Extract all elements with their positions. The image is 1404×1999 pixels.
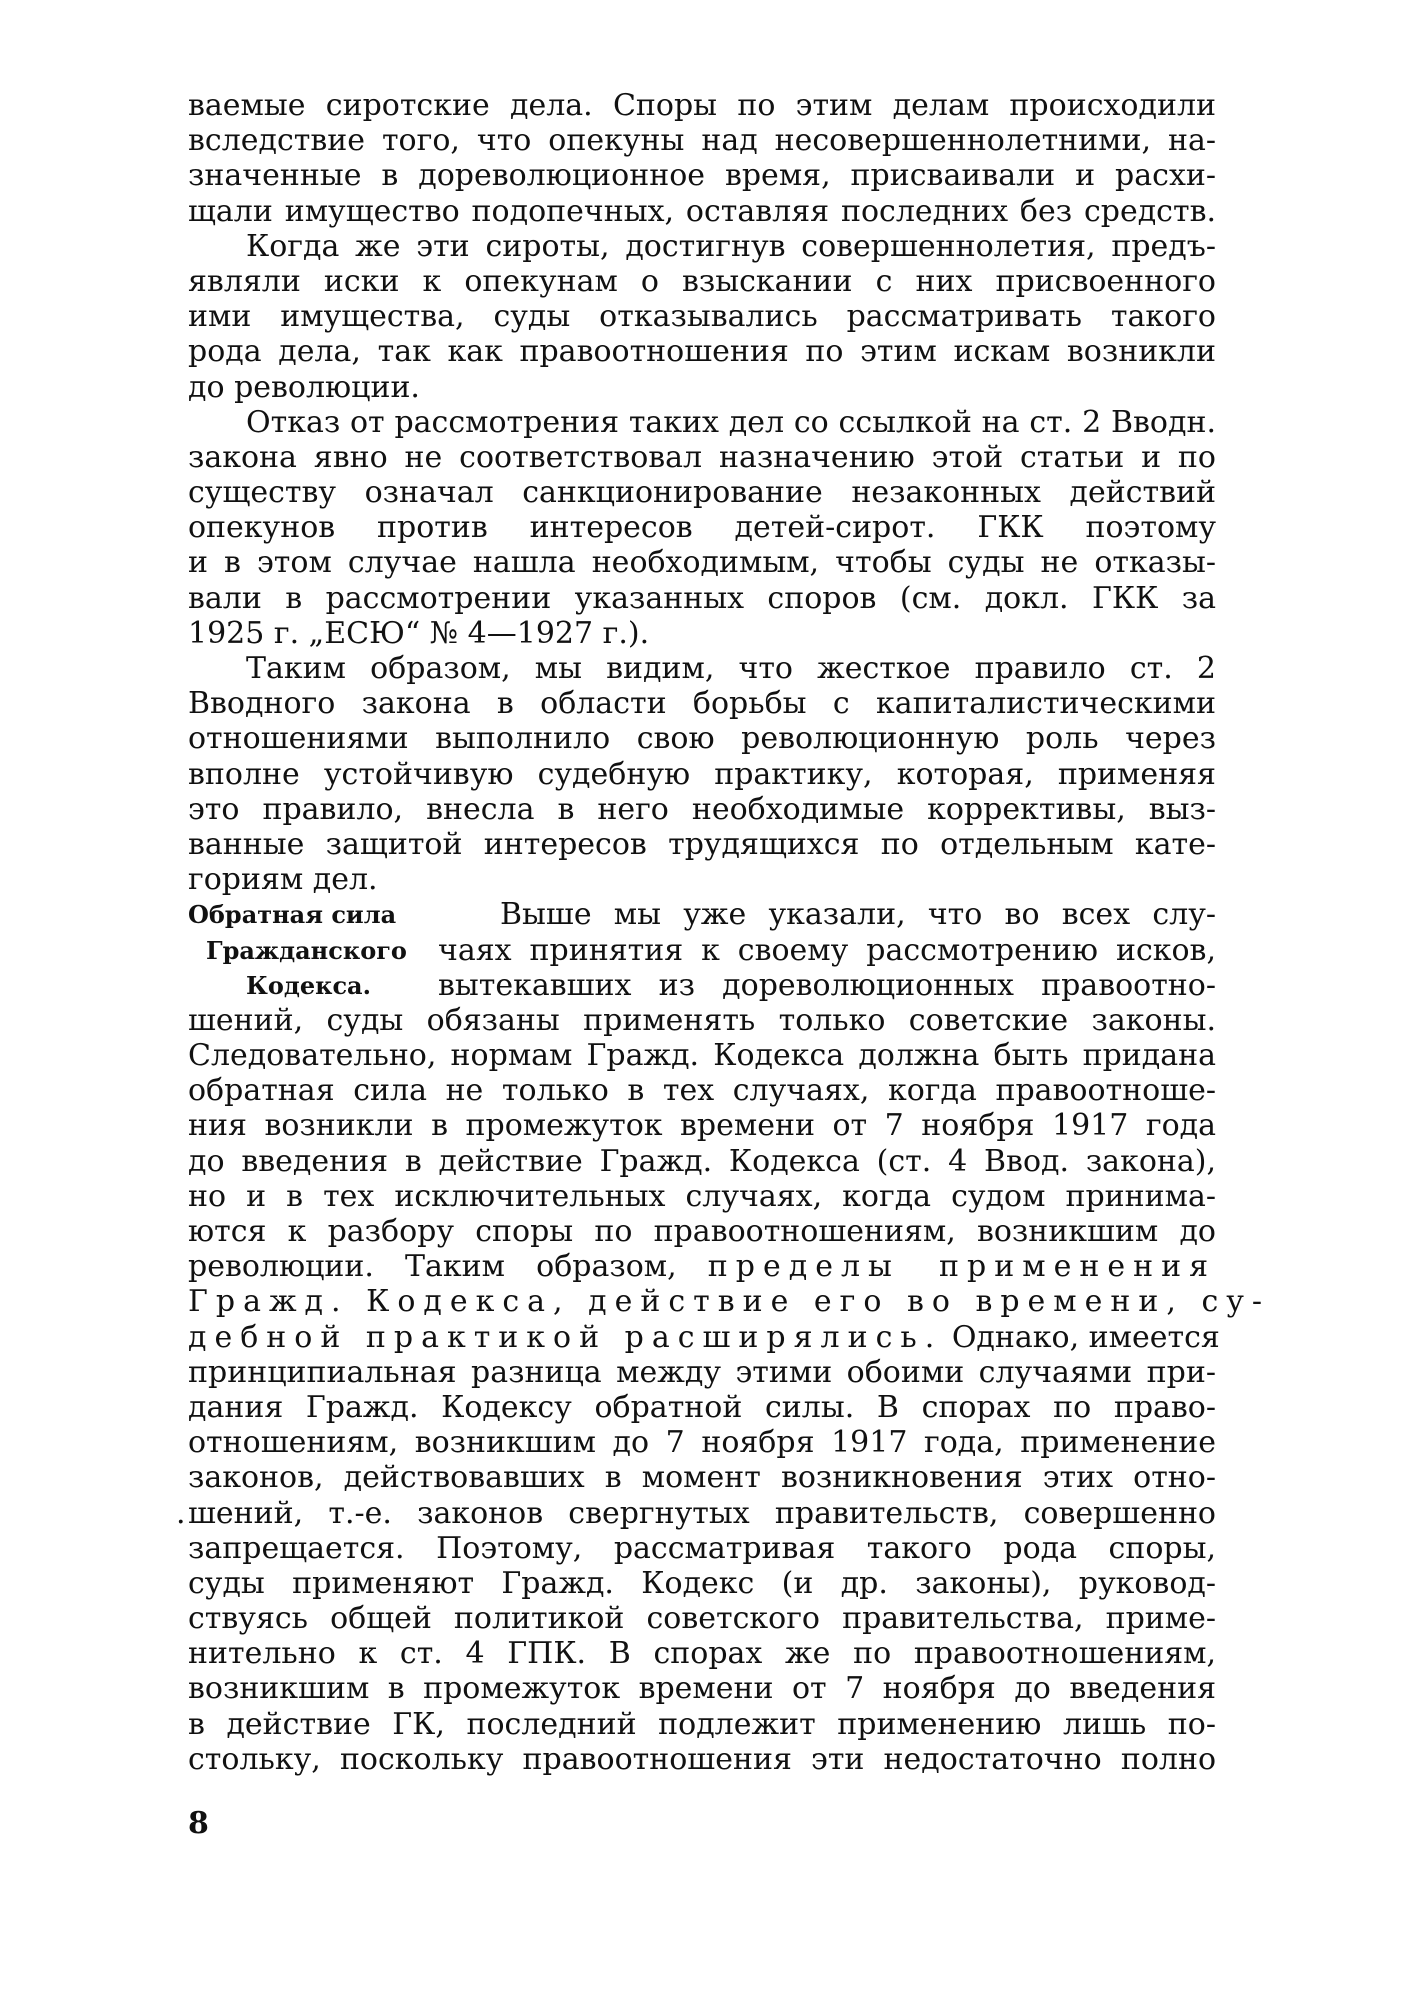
- page-number: 8: [188, 1806, 209, 1841]
- text-line: вследствие того, что опекуны над несовершеннолетними, на-: [188, 123, 1216, 159]
- text-line-mixed-spacing: [188, 1249, 1216, 1284]
- text-line: гориям дел.: [188, 862, 378, 898]
- side-heading: [188, 897, 428, 1003]
- text-line: Вводного закона в области борьбы с капиталистическими: [188, 686, 1216, 722]
- text-line: Таким образом, мы видим, что жесткое правило ст. 2: [246, 651, 1216, 686]
- text-line: шений, т.-е. законов свергнутых правительств, совершенно: [188, 1495, 1216, 1531]
- text-line: стольку, поскольку правоотношения эти недостаточно полно: [188, 1741, 1216, 1777]
- side-heading-line: Обратная сила: [188, 900, 397, 930]
- text-line: являли иски к опекунам о взыскании с них присвоенного: [188, 263, 1216, 299]
- text-line: вали в рассмотрении указанных споров (см. докл. ГКК за: [188, 580, 1216, 616]
- text-line: вполне устойчивую судебную практику, которая, применяя: [188, 756, 1216, 792]
- emphasis-spaced-line: Гражд. Кодекса, действие его во времени, су-: [188, 1284, 1271, 1320]
- paragraph-5: [188, 897, 1216, 1003]
- text-line: но и в тех исключительных случаях, когда судом принима-: [188, 1178, 1216, 1214]
- side-heading-line: Гражданского: [206, 935, 407, 965]
- text-line: обратная сила не только в тех случаях, когда правоотноше-: [188, 1073, 1216, 1109]
- text-line: до введения в действие Гражд. Кодекса (ст. 4 Ввод. закона),: [188, 1143, 1216, 1179]
- text-run: Однако, имеется: [951, 1319, 1220, 1355]
- page-text-body: [176, 88, 1271, 1777]
- text-line: рода дела, так как правоотношения по этим искам возникли: [188, 334, 1216, 370]
- text-run: революции. Таким образом,: [188, 1249, 677, 1285]
- paragraph-3: [188, 405, 1216, 651]
- text-line: ния возникли в промежуток времени от 7 ноября 1917 года: [188, 1108, 1216, 1144]
- text-line: законов, действовавших в момент возникновения этих отно-: [188, 1460, 1216, 1496]
- emphasis-spaced-text: пределы применения: [707, 1249, 1216, 1285]
- text-line: ствуясь общей политикой советского правительства, приме-: [188, 1601, 1216, 1637]
- text-line: нительно к ст. 4 ГПК. В спорах же по правоотношениям,: [188, 1636, 1216, 1672]
- text-line: это правило, внесла в него необходимые коррективы, выз-: [188, 791, 1216, 827]
- text-line: щали имущество подопечных, оставляя последних без средств.: [188, 193, 1216, 229]
- side-heading-line: Кодекса.: [246, 970, 371, 1000]
- text-line: до революции.: [188, 369, 420, 405]
- text-line: суды применяют Гражд. Кодекс (и др. законы), руковод-: [188, 1565, 1216, 1601]
- text-line: закона явно не соответствовал назначению этой статьи и по: [188, 439, 1216, 475]
- paragraph-2: [188, 229, 1216, 405]
- text-line: шений, суды обязаны применять только советские законы.: [188, 1002, 1216, 1038]
- paragraph-4: [188, 651, 1216, 897]
- paragraph-5-continued: [176, 1002, 1271, 1777]
- text-line: чаях принятия к своему рассмотрению исков,: [438, 932, 1216, 968]
- text-line: существу означал санкционирование незаконных действий: [188, 475, 1216, 511]
- text-line: запрещается. Поэтому, рассматривая такого рода споры,: [188, 1530, 1216, 1566]
- text-line: Отказ от рассмотрения таких дел со ссылкой на ст. 2 Вводн.: [246, 404, 1216, 440]
- text-line: и в этом случае нашла необходимым, чтобы суды не отказы-: [188, 545, 1216, 581]
- text-line: в действие ГК, последний подлежит применению лишь по-: [188, 1706, 1216, 1742]
- margin-dot-mark: .: [176, 1495, 186, 1531]
- text-line: значенные в дореволюционное время, присваивали и расхи-: [188, 158, 1216, 194]
- text-line-mixed-spacing: [188, 1319, 1220, 1355]
- text-line: ваемые сиротские дела. Споры по этим делам происходили: [188, 88, 1216, 123]
- text-line: Следовательно, нормам Гражд. Кодекса должна быть придана: [188, 1038, 1216, 1074]
- text-line: вытекавших из дореволюционных правоотно-: [438, 967, 1216, 1003]
- text-line: Когда же эти сироты, достигнув совершеннолетия, предъ-: [246, 228, 1216, 264]
- paragraph-1: [188, 88, 1216, 229]
- text-line: дания Гражд. Кодексу обратной силы. В спорах по право-: [188, 1389, 1216, 1425]
- text-line: принципиальная разница между этими обоими случаями при-: [188, 1354, 1216, 1390]
- text-line: 1925 г. „ЕСЮ“ № 4—1927 г.).: [188, 615, 650, 651]
- text-line: ими имущества, суды отказывались рассматривать такого: [188, 299, 1216, 335]
- text-line: опекунов против интересов детей-сирот. ГКК поэтому: [188, 510, 1216, 546]
- text-line: ванные защитой интересов трудящихся по отдельным кате-: [188, 826, 1216, 862]
- text-line: отношениям, возникшим до 7 ноября 1917 года, применение: [188, 1425, 1216, 1461]
- text-line: отношениями выполнило свою революционную роль через: [188, 721, 1216, 757]
- text-line: ются к разбору споры по правоотношениям, возникшим до: [188, 1214, 1216, 1249]
- text-line: Выше мы уже указали, что во всех слу-: [500, 897, 1216, 933]
- emphasis-spaced-text: дебной практикой расширялись.: [188, 1319, 943, 1355]
- text-line: возникшим в промежуток времени от 7 ноября до введения: [188, 1671, 1216, 1707]
